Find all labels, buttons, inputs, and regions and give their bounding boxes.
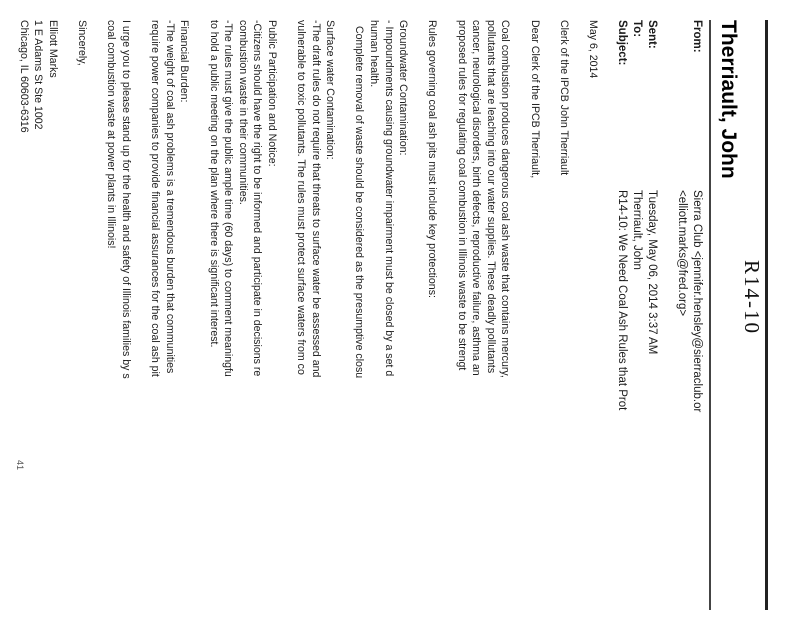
email-body <box>16 20 600 620</box>
sent-value: Tuesday, May 06, 2014 3:37 AM <box>646 190 658 355</box>
header-rule <box>709 20 711 610</box>
public-line: combustion waste in their communities. <box>236 20 249 205</box>
from-label: From: <box>691 20 703 53</box>
signature-line: Elliott Marks <box>47 20 60 78</box>
letter-date: May 6, 2014 <box>587 20 599 79</box>
rules-line: Rules governing coal ash pits must include key protections: <box>426 20 439 298</box>
sent-label: Sent: <box>646 20 658 49</box>
subject-value: R14-10: We Need Coal Ash Rules that Prot <box>616 190 628 411</box>
to-value: Therriault, John <box>631 190 643 270</box>
signature-line: Chicago, IL 60603-6316 <box>17 20 30 133</box>
top-rule <box>765 20 768 610</box>
surface-heading: Surface water Contamination: <box>324 20 337 160</box>
page-number: 41 <box>15 460 25 471</box>
to-label: To: <box>631 20 643 38</box>
financial-line: require power companies to provide financial assurances for the coal ash pit <box>149 20 162 377</box>
public-line: -Citizens should have the right to be informed and participate in decisions re <box>251 20 264 377</box>
intro-line: proposed rules for regulating coal combustion in Illinois waste to be strengt <box>455 20 468 371</box>
from-value-continued: <elliott.marks@fred.org> <box>676 190 688 317</box>
signoff: Sincerely, <box>76 20 89 66</box>
letter-addressee: Clerk of the IPCB John Therriault <box>557 20 570 176</box>
groundwater-line: human health. <box>368 20 381 88</box>
letter-greeting: Dear Clerk of the IPCB Therriault, <box>528 20 541 179</box>
closing-line: I urge you to please stand up for the health and safety of Illinois families by s <box>120 20 132 379</box>
intro-line: Coal combustion produces dangerous coal ash waste that contains mercury, <box>499 20 512 378</box>
intro-line: pollutants that are leaching into our water supplies. These deadly pollutants <box>484 20 497 374</box>
groundwater-heading: Groundwater Contamination: <box>397 20 410 156</box>
groundwater-line: - Impoundments causing groundwater impairment must be closed by a set d <box>382 20 395 377</box>
from-value: Sierra Club <jennifer.hensley@sierraclub.or <box>691 190 703 413</box>
public-line: to hold a public meeting on the plan where there is significant interest. <box>207 20 220 348</box>
closing-line: coal combustion waste at power plants in Illinois! <box>105 20 118 249</box>
subject-label: Subject: <box>616 20 628 66</box>
surface-line: -The draft rules do not require that threats to surface water be assessed and <box>309 20 322 378</box>
financial-heading: Financial Burden: <box>178 20 191 103</box>
intro-line: cancer, neurological disorders, birth defects, reproductive failure, asthma an <box>470 20 483 376</box>
groundwater-line: Complete removal of waste should be considered as the presumptive closu <box>353 26 366 379</box>
public-line: -The rules must give the public ample time (60 days) to comment meaningfu <box>222 20 235 377</box>
financial-line: -The weight of coal ash problems is a tremendous burden that communities <box>163 20 176 374</box>
public-heading: Public Participation and Notice: <box>265 20 278 167</box>
signature-line: 1 E Adams St Ste 1002 <box>32 20 45 130</box>
sender-name-heading: Therriault, John <box>717 20 740 179</box>
surface-line: vulnerable to toxic pollutants. The rules must protect surface waters from co <box>295 20 308 375</box>
docket-number-stamp: R14-10 <box>740 260 764 335</box>
